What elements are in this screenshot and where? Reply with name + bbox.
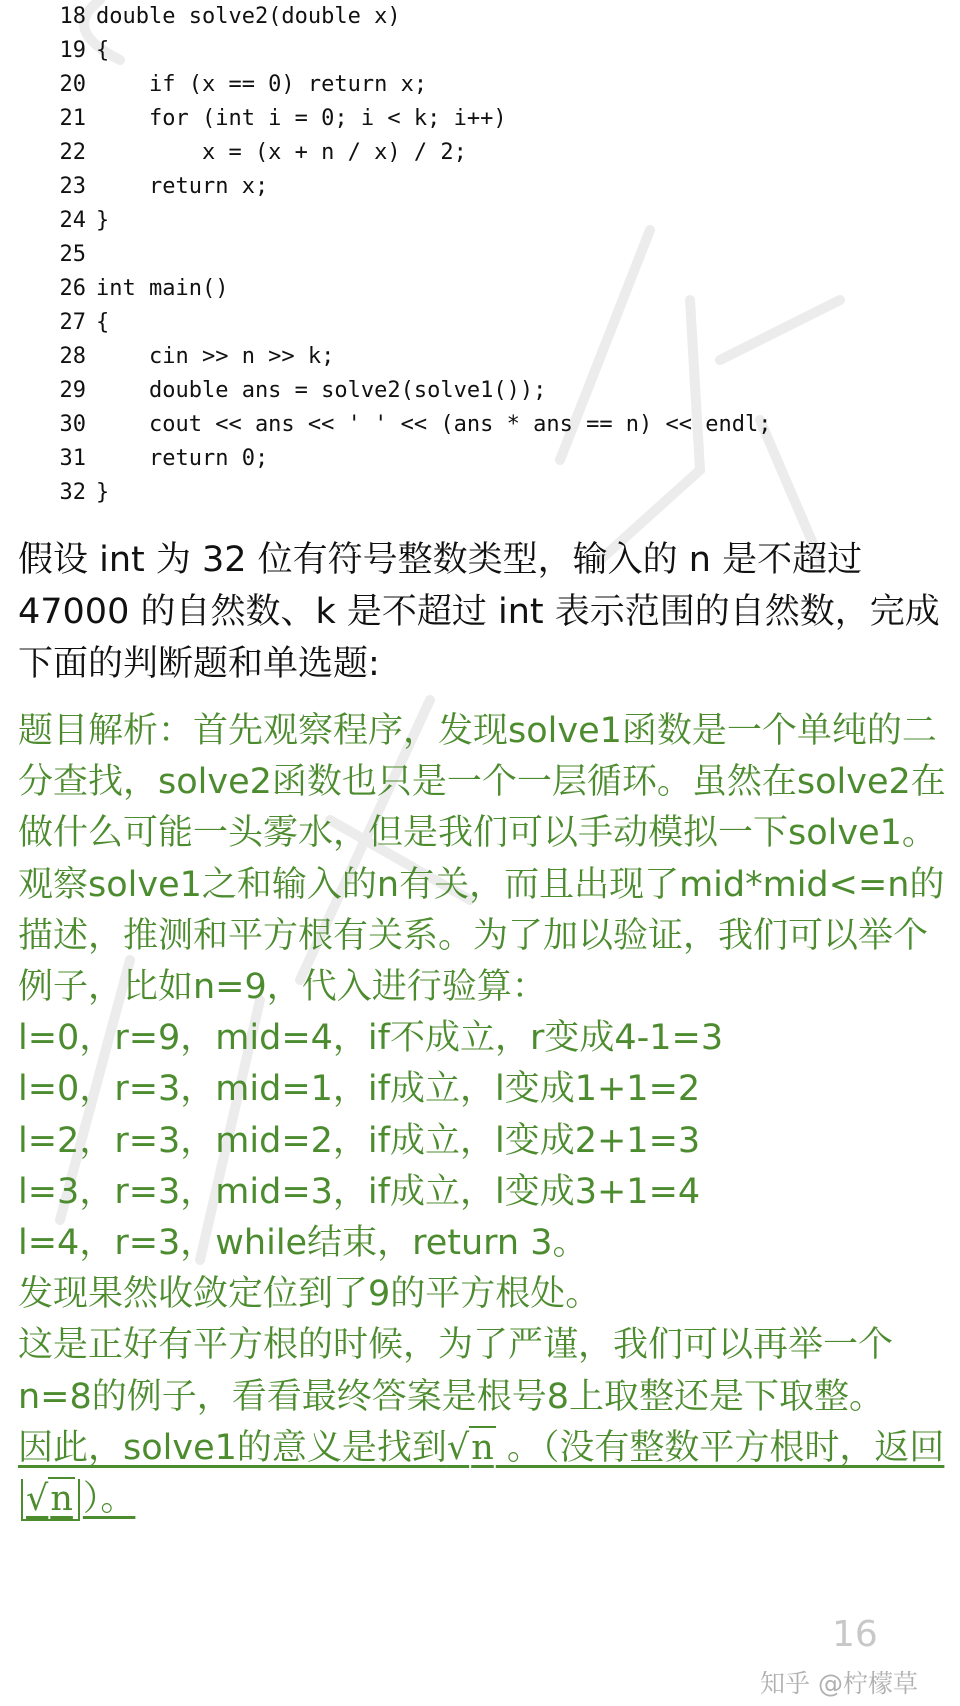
line-number: 18 [59,4,86,29]
line-number: 32 [59,480,86,505]
code-line [50,238,772,272]
code-text: { [96,310,110,335]
line-number: 27 [59,310,86,335]
code-line [50,442,772,476]
line-number: 21 [59,106,86,131]
code-line [50,340,772,374]
code-text: double solve2(double x) [96,4,401,29]
floor-sqrt-n [21,1479,80,1521]
code-text: } [96,480,110,505]
sqrt-n [447,1426,496,1468]
code-line [50,306,772,340]
line-number: 22 [59,140,86,165]
code-text: if (x == 0) return x; [96,72,428,97]
line-number: 23 [59,174,86,199]
line-number: 26 [59,276,86,301]
code-text: cin >> n >> k; [96,344,335,369]
code-listing [50,0,772,510]
code-text: x = (x + n / x) / 2; [96,140,467,165]
code-text: { [96,38,110,63]
code-line [50,102,772,136]
code-line [50,68,772,102]
line-number: 28 [59,344,86,369]
code-line [50,408,772,442]
code-line [50,34,772,68]
code-line [50,0,772,34]
analysis-paragraph: 这是正好有平方根的时候，为了严谨，我们可以再举一个n=8的例子，看看最终答案是根号8上取整还是下取整。 [18,1325,894,1417]
simulation-step: l=2，r=3，mid=2，if成立，l变成2+1=3 [18,1120,701,1161]
code-line [50,170,772,204]
line-number: 30 [59,412,86,437]
radicand: n [471,1427,494,1468]
code-text: return x; [96,174,269,199]
simulation-step: l=4，r=3，while结束，return 3。 [18,1223,588,1264]
code-text: return 0; [96,446,269,471]
radicand: n [50,1479,73,1520]
conclusion-text: 因此，solve1的意义是找到 [18,1427,447,1468]
simulation-step: l=0，r=9，mid=4，if不成立，r变成4-1=3 [18,1018,724,1059]
line-number: 20 [59,72,86,97]
conclusion [18,1423,948,1525]
radical-sign: √ [26,1479,49,1520]
line-number: 24 [59,208,86,233]
simulation-step: l=0，r=3，mid=1，if成立，l变成1+1=2 [18,1069,701,1110]
code-line [50,136,772,170]
simulation-step: l=3，r=3，mid=3，if成立，l变成3+1=4 [18,1171,701,1212]
analysis-paragraph: 题目解析：首先观察程序，发现solve1函数是一个单纯的二分查找，solve2函数也只是一个一层循环。虽然在solve2在做什么可能一头雾水，但是我们可以手动模拟一下solve1。 [18,711,946,854]
line-number: 25 [59,242,86,267]
code-text: double ans = solve2(solve1()); [96,378,547,403]
code-line [50,374,772,408]
page-number: 16 [832,1614,878,1655]
code-text: cout << ans << ' ' << (ans * ans == n) << endl; [96,412,772,437]
code-text: for (int i = 0; i < k; i++) [96,106,507,131]
code-line [50,476,772,510]
code-line [50,272,772,306]
analysis-paragraph: 发现果然收敛定位到了9的平方根处。 [18,1274,601,1315]
code-text: } [96,208,110,233]
line-number: 19 [59,38,86,63]
conclusion-text: 。（没有整数平方根时，返回 [495,1427,945,1468]
conclusion-text: ）。 [82,1479,136,1520]
line-number: 31 [59,446,86,471]
analysis-paragraph: 观察solve1之和输入的n有关，而且出现了mid*mid<=n的描述，推测和平方根有关系。为了加以验证，我们可以举个例子，比如n=9，代入进行验算： [18,864,945,1008]
zhihu-watermark: 知乎 @柠檬草 [760,1669,918,1698]
analysis-section [18,706,948,1525]
question-text: 假设 int 为 32 位有符号整数类型，输入的 n 是不超过 47000 的自然数、k 是不超过 int 表示范围的自然数，完成下面的判断题和单选题: [18,540,940,684]
line-number: 29 [59,378,86,403]
code-text: int main() [96,276,229,301]
code-line [50,204,772,238]
radical-sign: √ [446,1427,470,1468]
